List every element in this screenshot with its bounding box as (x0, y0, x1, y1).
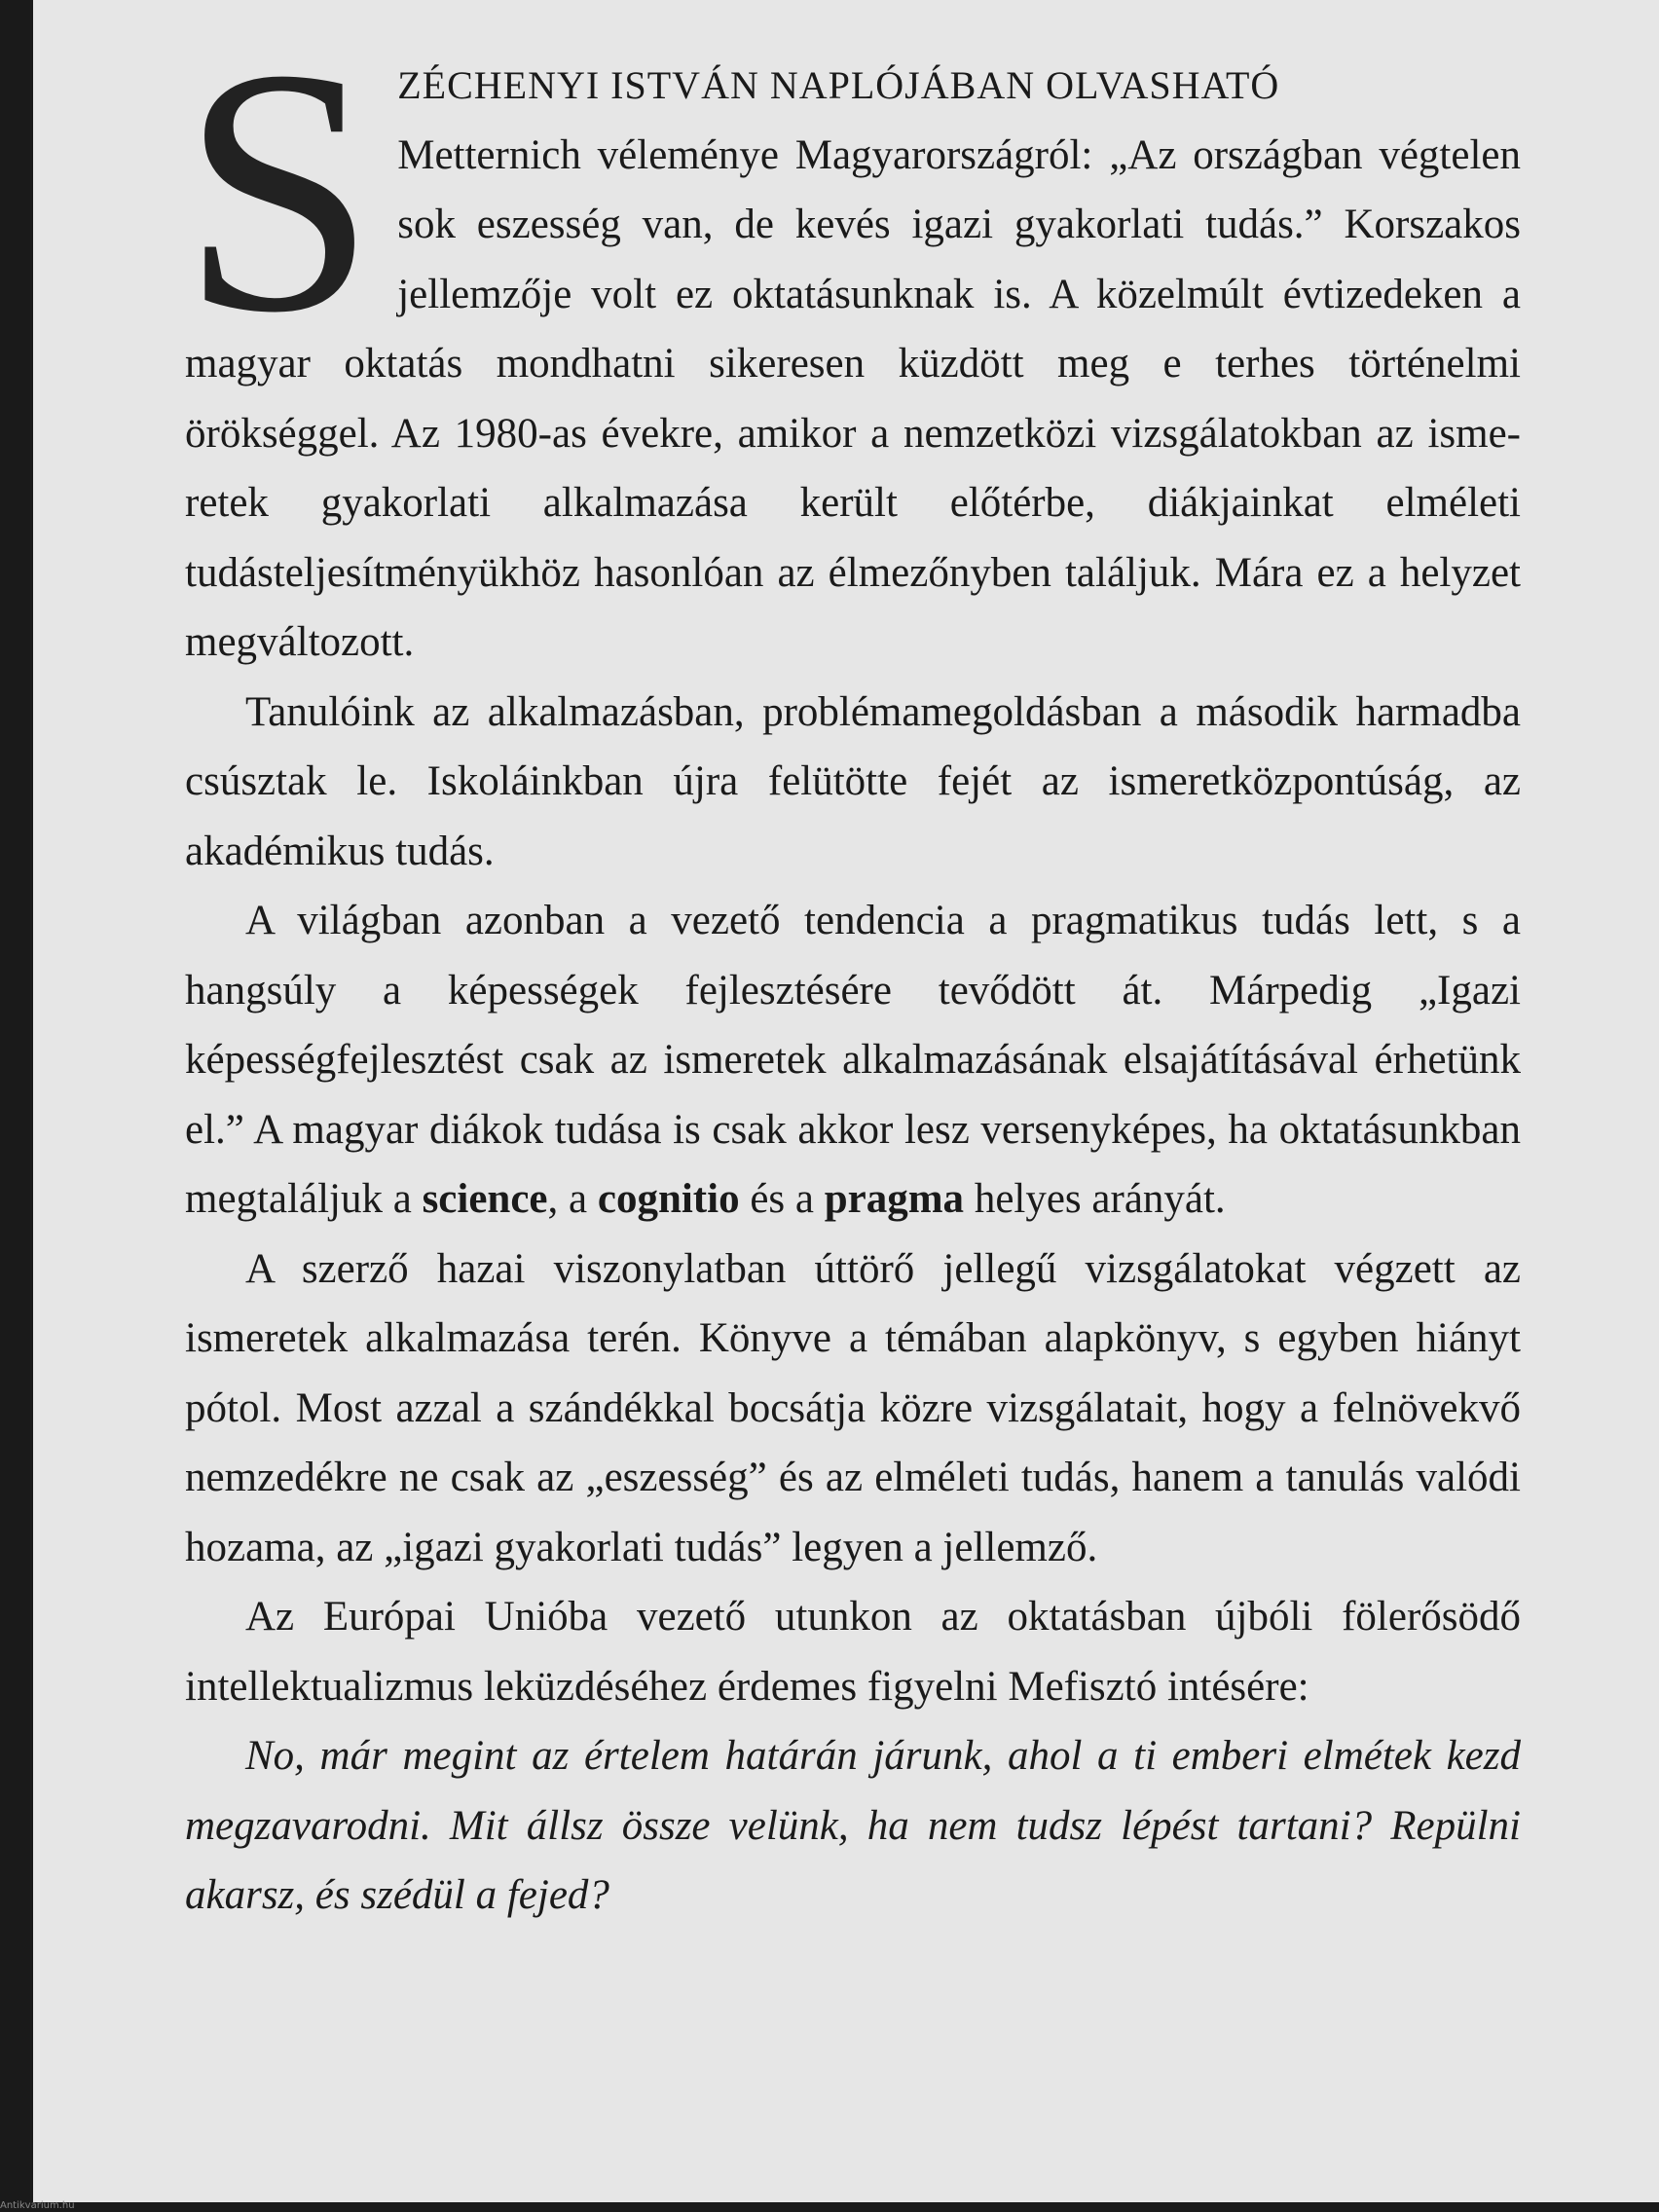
paragraph-1 (185, 51, 1521, 678)
p3-part-a: A világban azonban a vezető tendencia a pragmatikus tudás lett, s a hangsúly a képességek fejlesztésére tevődött át. Márpedig „Igazi képességfejlesztést csak az ismeretek alkalmazásának elsajátításával érhetünk el.” A magyar diákok tudása is csak akkor lesz versenyképes, ha oktatásunkban megtaláljuk a (185, 898, 1521, 1222)
book-back-cover (33, 0, 1659, 2202)
paragraph-1-text: Metternich véleménye Magyarországról: „Az országban végtelen sok eszesség van, de kevés igazi gyakorlati tudás.” Korszakos jellemzője volt ez oktatásunknak is. A közelmúlt évtizedeken a magyar oktatás mondhatni sikeresen küzdött meg e terhes történelmi örökséggel. Az 1980-as évekre, amikor a nemzetközi vizsgálatokban az ismeretek gyakorlati alkalmazása került előtérbe, diákjainkat elméleti tudásteljesítményükhöz hasonlóan az élmezőnyben találjuk. Mára ez a helyzet megváltozott. (185, 131, 1521, 665)
paragraph-2: Tanulóink az alkalmazásban, problémamegoldásban a második harmadba csúsztak le. Iskoláinkban újra felütötte fejét az ismeretközpontúság, az akadémikus tudás. (185, 688, 1521, 874)
p3-part-b: , a (547, 1176, 598, 1222)
lead-caps: ZÉCHENYI ISTVÁN NAPLÓJÁBAN OLVASHATÓ (397, 63, 1280, 107)
body-text (181, 0, 1521, 1931)
term-cognitio: cognitio (597, 1176, 740, 1222)
term-pragma: pragma (824, 1176, 965, 1222)
p3-part-c: és a (739, 1176, 825, 1222)
mephisto-quote: No, már megint az értelem határán járunk, ahol a ti emberi elmétek kezd megzavarodni. Mit állsz össze velünk, ha nem tudsz lépést tartani? Repülni akarsz, és szédül a fejed? (185, 1733, 1521, 1918)
drop-cap: S (181, 0, 377, 385)
watermark: Antikvarium.hu (0, 2200, 75, 2211)
paragraph-3 (185, 886, 1521, 1235)
term-science: science (422, 1176, 548, 1222)
paragraph-5: Az Európai Unióba vezető utunkon az oktatásban újbóli fölerősödő intellektualizmus leküzdéséhez érdemes figyelni Mefisztó intésére: (185, 1594, 1521, 1710)
p3-part-d: helyes arányát. (964, 1176, 1226, 1222)
paragraph-4: A szerző hazai viszonylatban úttörő jellegű vizsgálatokat végzett az ismeretek alkalmazása terén. Könyve a témában alapkönyv, s egyben hiányt pótol. Most azzal a szándékkal bocsátja közre vizsgálatait, hogy a felnövekvő nemzedékre ne csak az „eszesség” és az elméleti tudás, hanem a tanulás valódi hozama, az „igazi gyakorlati tudás” legyen a jellemző. (185, 1245, 1521, 1570)
